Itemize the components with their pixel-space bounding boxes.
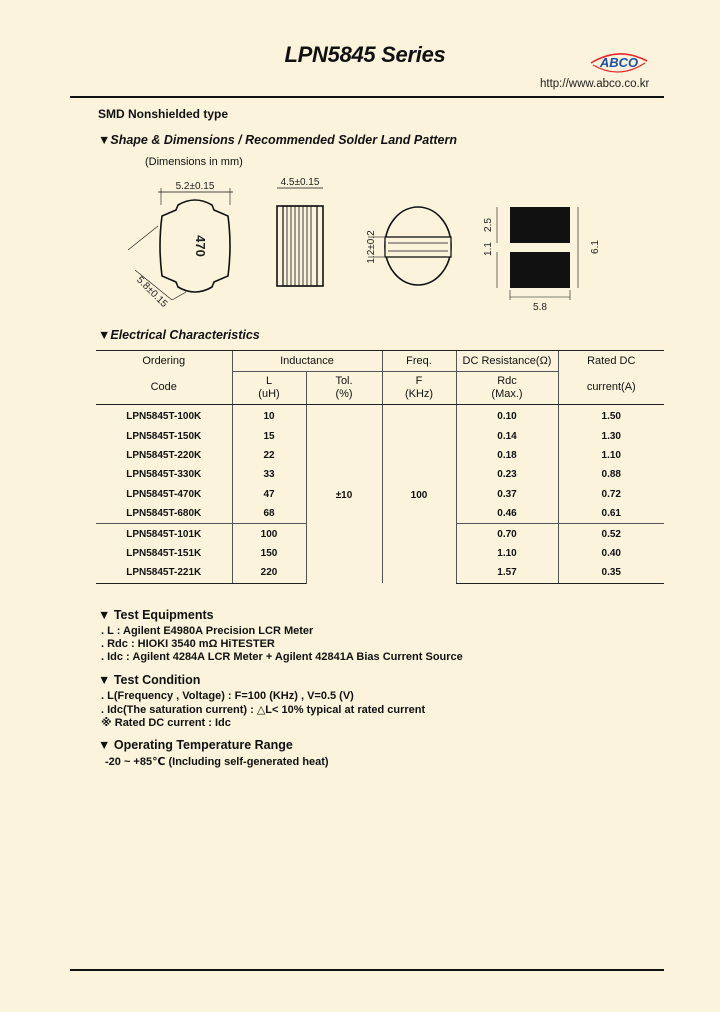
cell-l: 15 (232, 426, 306, 445)
dimensions-note: (Dimensions in mm) (145, 156, 243, 168)
cell-l: 33 (232, 465, 306, 484)
cell-code: LPN5845T-221K (96, 563, 232, 583)
cell-l: 100 (232, 524, 306, 544)
electrical-section-title: ▼Electrical Characteristics (98, 328, 260, 342)
cell-rdc: 1.10 (456, 544, 558, 563)
cell-l: 220 (232, 563, 306, 583)
cell-code: LPN5845T-101K (126, 528, 202, 540)
dim-top-width: 5.2±0.15 (175, 181, 215, 192)
condition-line-idc: . Idc(The saturation current) : △L< 10% typical at rated current (101, 704, 426, 716)
cell-code: LPN5845T-220K (126, 449, 202, 461)
header-f: F (KHz) (382, 372, 456, 405)
header-ordering: Ordering (96, 351, 232, 372)
test-condition-title: ▼ Test Condition (98, 673, 201, 687)
cell-code: LPN5845T-330K (126, 469, 202, 481)
header-inductance: Inductance (232, 351, 382, 372)
header-divider (70, 96, 664, 98)
cell-idc: 0.35 (558, 563, 664, 583)
cell-idc: 1.10 (558, 446, 664, 465)
cell-idc: 0.61 (558, 504, 664, 524)
header-current: current(A) (558, 372, 664, 405)
land-pattern-drawing (497, 207, 578, 300)
cell-code: LPN5845T-151K (126, 547, 202, 559)
cell-code: LPN5845T-680K (96, 504, 232, 524)
condition-line-rated: ※ Rated DC current : Idc (101, 717, 231, 729)
cell-rdc: 0.18 (456, 446, 558, 465)
cell-l: 47 (232, 485, 306, 504)
cell-rdc: 0.23 (456, 465, 558, 484)
header-dcr: DC Resistance(Ω) (456, 351, 558, 372)
shape-section-title: ▼Shape & Dimensions / Recommended Solder Land Pattern (98, 133, 457, 147)
dim-diagonal: 5.8±0.15 (134, 274, 170, 310)
type-label: SMD Nonshielded type (98, 107, 229, 121)
cell-frequency: 100 (382, 405, 456, 584)
website-url[interactable]: http://www.abco.co.kr (540, 78, 650, 90)
equipment-line-idc: . Idc : Agilent 4284A LCR Meter + Agilent 42841A Bias Current Source (101, 651, 463, 663)
dimension-drawings (0, 165, 720, 320)
cell-idc: 1.50 (558, 405, 664, 427)
cell-l: 22 (232, 446, 306, 465)
logo-text: ABCO (599, 55, 639, 70)
cell-code: LPN5845T-100K (126, 411, 202, 423)
cell-l: 150 (232, 544, 306, 563)
cell-rdc: 0.46 (456, 504, 558, 524)
operating-temp-line: -20 ~ +85℃ (Including self-generated heat) (105, 756, 329, 768)
cell-rdc: 0.14 (456, 426, 558, 445)
part-marking: 470 (193, 235, 208, 257)
test-equipments-title: ▼ Test Equipments (98, 608, 214, 622)
cell-rdc: 0.10 (456, 405, 558, 427)
header-l: L (uH) (232, 372, 306, 405)
dim-land-width: 5.8 (533, 302, 547, 313)
condition-line-l: . L(Frequency , Voltage) : F=100 (KHz) , V=0.5 (V) (101, 690, 354, 702)
cell-idc: 0.72 (558, 485, 664, 504)
abco-logo (587, 50, 651, 74)
page-title: LPN5845 Series (284, 42, 446, 67)
cell-code: LPN5845T-150K (126, 430, 202, 442)
cell-l: 68 (232, 504, 306, 524)
footer-divider (70, 969, 664, 971)
header-rated: Rated DC (558, 351, 664, 372)
cell-idc: 1.30 (558, 426, 664, 445)
dim-land-gap: 1.1 (483, 242, 494, 256)
side-view-drawing (277, 188, 323, 286)
header-freq: Freq. (382, 351, 456, 372)
cell-code: LPN5845T-470K (126, 488, 202, 500)
cell-tolerance: ±10 (306, 405, 382, 584)
cell-rdc: 1.57 (456, 563, 558, 583)
equipment-line-rdc: . Rdc : HIOKI 3540 mΩ HiTESTER (101, 638, 275, 650)
equipment-line-l: . L : Agilent E4980A Precision LCR Meter (101, 625, 314, 637)
dim-land-top: 2.5 (483, 218, 494, 232)
cell-rdc: 0.70 (456, 524, 558, 544)
cell-idc: 0.88 (558, 465, 664, 484)
header-rdc: Rdc (Max.) (456, 372, 558, 405)
cell-idc: 0.52 (558, 524, 664, 544)
header-tol: Tol. (%) (306, 372, 382, 405)
cell-l: 10 (232, 405, 306, 427)
bottom-view-drawing (368, 207, 451, 285)
operating-temp-title: ▼ Operating Temperature Range (98, 738, 293, 752)
cell-idc: 0.40 (558, 544, 664, 563)
dim-land-total: 6.1 (590, 240, 601, 254)
header-code: Code (96, 372, 232, 405)
cell-rdc: 0.37 (456, 485, 558, 504)
table-row (96, 405, 664, 427)
electrical-table (96, 350, 664, 584)
dim-side-width: 4.5±0.15 (280, 177, 320, 188)
dim-bottom-gap: 1.2±0.2 (366, 230, 377, 264)
